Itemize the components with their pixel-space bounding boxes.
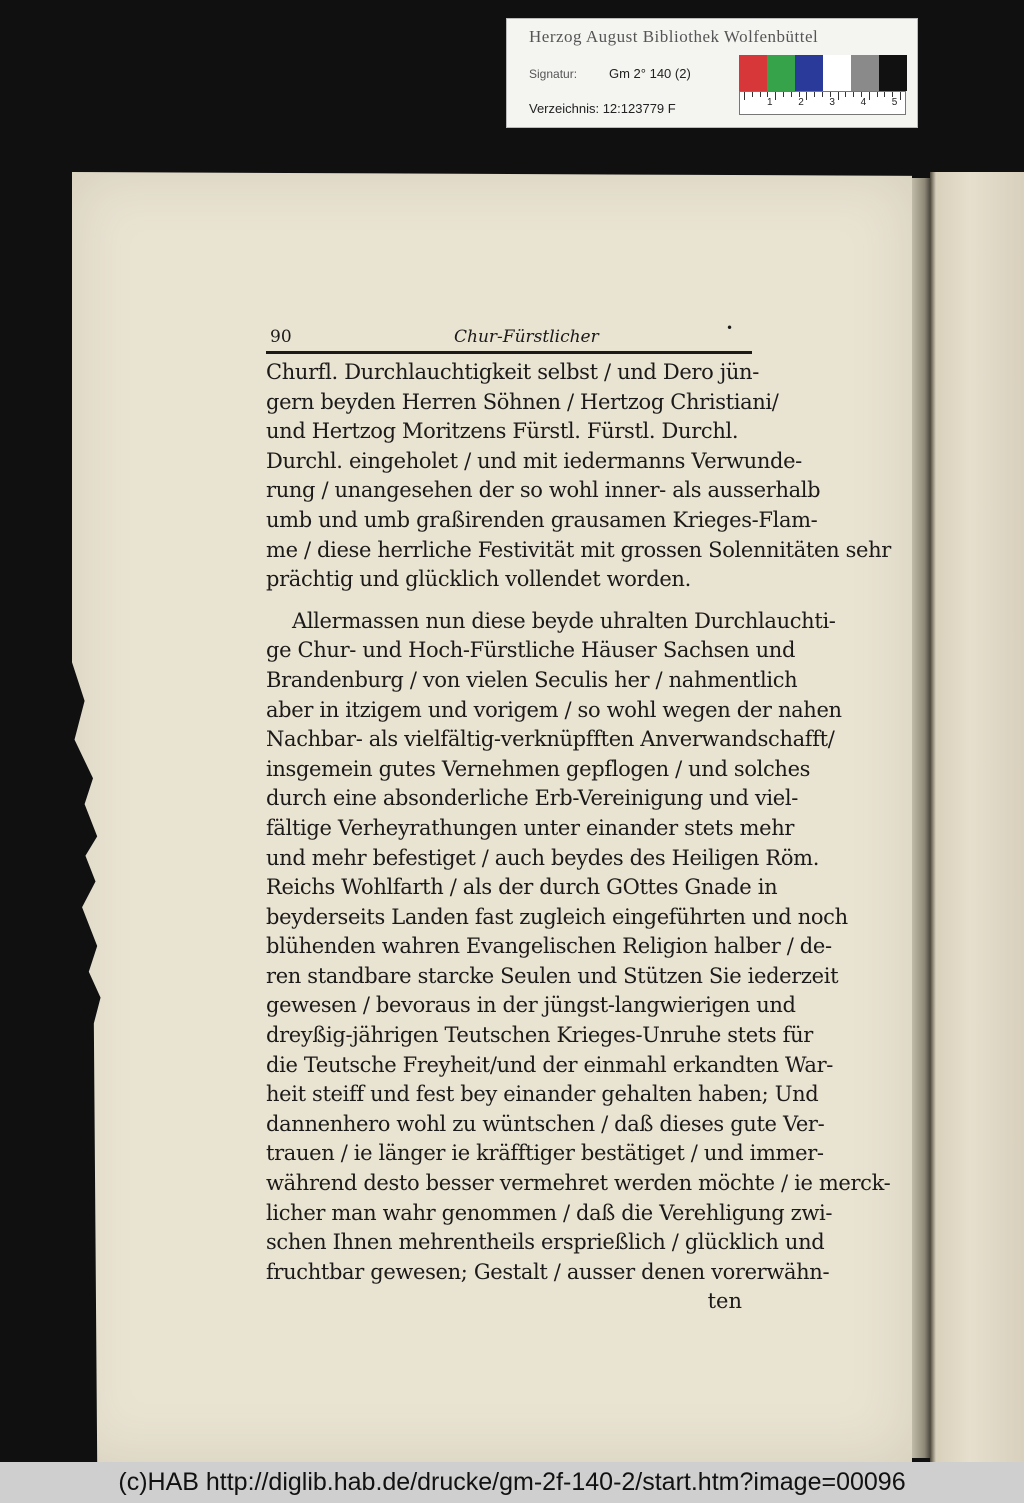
- text-line: beyderseits Landen fast zugleich eingeführten und noch: [266, 904, 848, 929]
- ruler-number: 3: [829, 97, 835, 108]
- text-line: während desto besser vermehret werden möchte / ie merck-: [266, 1171, 891, 1196]
- color-swatch: [795, 55, 823, 91]
- running-head: [266, 321, 752, 351]
- page-text-block: [266, 321, 891, 1316]
- ruler-tick: [853, 92, 854, 97]
- library-name: Herzog August Bibliothek Wolfenbüttel: [529, 27, 819, 46]
- text-line: Allermassen nun diese beyde uhralten Durchlauchti-: [292, 608, 836, 633]
- page-number: 90: [270, 327, 292, 347]
- color-swatch: [767, 55, 795, 91]
- text-line: Brandenburg / von vielen Seculis her / nahmentlich: [266, 667, 798, 692]
- text-line: Durchl. eingeholet / und mit iedermanns Verwunde-: [266, 448, 802, 473]
- ruler-tick: [900, 92, 901, 100]
- text-line: umb und umb graßirenden grausamen Krieges-Flam-: [266, 507, 818, 532]
- ruler-number: 4: [860, 97, 867, 108]
- text-line: licher man wahr genommen / daß die Verehligung zwi-: [266, 1200, 833, 1225]
- verzeichnis-text: Verzeichnis: 12:123779 F: [529, 101, 676, 116]
- text-line: me / diese herrliche Festivität mit grossen Solennitäten sehr: [266, 537, 891, 562]
- ruler-tick: [822, 92, 823, 97]
- ruler-tick: [791, 92, 792, 97]
- ruler-tick: [744, 92, 745, 100]
- color-swatch: [851, 55, 879, 91]
- ruler-tick: [783, 92, 784, 97]
- text-line: insgemein gutes Vernehmen gepflogen / und solches: [266, 756, 811, 781]
- text-line: und Hertzog Moritzens Fürstl. Fürstl. Durchl.: [266, 419, 739, 444]
- signatur-value: Gm 2° 140 (2): [609, 66, 691, 81]
- ornament-dot: •: [726, 321, 734, 335]
- color-swatch: [739, 55, 767, 91]
- ruler-tick: [884, 92, 885, 97]
- text-line: dreyßig-jährigen Teutschen Krieges-Unruhe stets für: [266, 1023, 813, 1048]
- paragraph-2: [266, 607, 891, 1288]
- ruler-tick: [838, 92, 839, 100]
- text-line: Nachbar- als vielfältig-verknüpfften Anverwandschafft/: [266, 727, 835, 752]
- text-line: heit steiff und fest bey einander gehalten haben; Und: [266, 1082, 819, 1107]
- ruler-tick: [814, 92, 815, 97]
- copyright-url-footer: (c)HAB http://diglib.hab.de/drucke/gm-2f-140-2/start.htm?image=00096: [0, 1462, 1024, 1503]
- text-line: Churfl. Durchlauchtigkeit selbst / und Dero jün-: [266, 360, 759, 384]
- catchword: ten: [707, 1289, 742, 1314]
- text-line: gewesen / bevoraus in der jüngst-langwierigen und: [266, 993, 796, 1018]
- paragraph-1: [266, 358, 891, 595]
- text-line: fältige Verheyrathungen unter einander stets mehr: [266, 815, 795, 840]
- ruler-number: 2: [798, 97, 804, 108]
- text-line: schen Ihnen mehrentheils ersprießlich / glücklich und: [266, 1230, 825, 1255]
- text-line: die Teutsche Freyheit/und der einmahl erkandten War-: [266, 1052, 834, 1077]
- ruler-tick: [775, 92, 776, 100]
- facing-page-edge: [930, 172, 1024, 1462]
- ruler-number: 1: [767, 97, 773, 108]
- signatur-label: Signatur:: [529, 67, 578, 81]
- text-line: Reichs Wohlfarth / als der durch GOttes Gnade in: [266, 875, 778, 900]
- text-line: ren standbare starcke Seulen und Stützen Sie iederzeit: [266, 963, 839, 988]
- text-line: durch eine absonderliche Erb-Vereinigung und viel-: [266, 786, 798, 811]
- ruler-tick: [869, 92, 870, 100]
- text-line: und mehr befestiget / auch beydes des Heiligen Röm.: [266, 845, 820, 870]
- ruler-tick: [806, 92, 807, 100]
- ruler-tick: [760, 92, 761, 97]
- color-swatch: [879, 55, 907, 91]
- text-line: prächtig und glücklich vollendet worden.: [266, 567, 691, 592]
- text-line: blühenden wahren Evangelischen Religion halber / de-: [266, 934, 832, 959]
- measurement-ruler: [739, 91, 906, 115]
- library-color-chart-label: [506, 18, 918, 128]
- text-line: ge Chur- und Hoch-Fürstliche Häuser Sachsen und: [266, 638, 796, 663]
- ruler-tick: [845, 92, 846, 97]
- color-swatch: [823, 55, 851, 91]
- text-line: fruchtbar gewesen; Gestalt / ausser denen vorerwähn-: [266, 1259, 830, 1284]
- text-line: gern beyden Herren Söhnen / Hertzog Christiani/: [266, 389, 779, 414]
- text-line: aber in itzigem und vorigem / so wohl wegen der nahen: [266, 697, 842, 722]
- ruler-tick: [877, 92, 878, 97]
- ruler-tick: [752, 92, 753, 97]
- text-line: dannenhero wohl zu wüntschen / daß dieses gute Ver-: [266, 1111, 825, 1136]
- text-line: trauen / ie länger ie kräfftiger bestätiget / und immer-: [266, 1141, 824, 1166]
- ruler-number: 5: [891, 97, 898, 108]
- header-rule: [266, 351, 752, 354]
- running-title: Chur-Fürstlicher: [454, 327, 599, 347]
- text-line: rung / unangesehen der so wohl inner- als ausserhalb: [266, 478, 821, 503]
